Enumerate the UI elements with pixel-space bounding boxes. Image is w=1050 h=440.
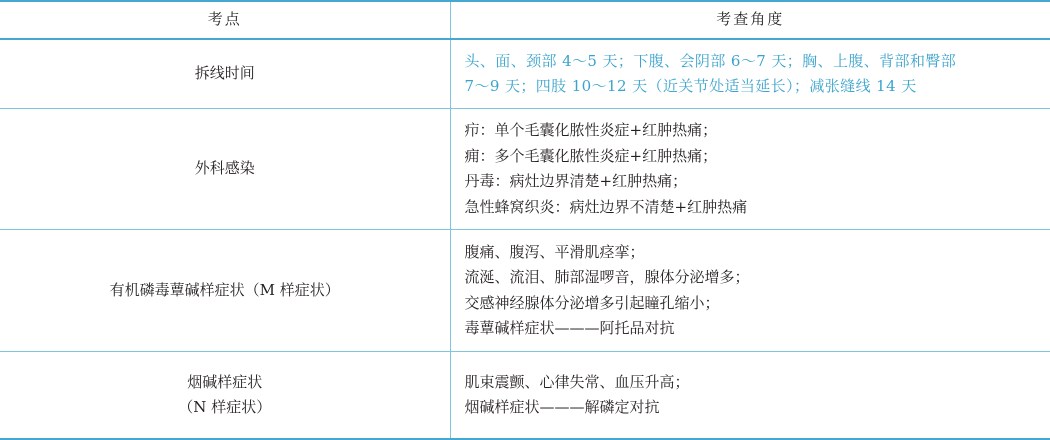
row-topic-suture-removal <box>0 39 450 109</box>
row-topic-muscarinic <box>0 230 450 352</box>
detail-line: 交感神经腺体分泌增多引起瞳孔缩小； <box>464 293 720 312</box>
row-topic-surgical-infection <box>0 109 450 230</box>
topic-text: 拆线时间 <box>194 64 255 83</box>
detail-line: 急性蜂窝织炎：病灶边界不清楚+红肿热痛 <box>464 197 748 216</box>
detail-line: 痈：多个毛囊化脓性炎症+红肿热痛； <box>464 146 718 165</box>
table-row <box>0 352 1050 440</box>
header-exam-point: 考点 <box>0 1 450 39</box>
topic-text: 外科感染 <box>194 159 255 178</box>
detail-line: 烟碱样症状———解磷定对抗 <box>464 398 660 416</box>
detail-line: 毒蕈碱样症状———阿托品对抗 <box>464 319 675 337</box>
header-exam-angle: 考查角度 <box>450 1 1050 39</box>
table-row <box>0 39 1050 109</box>
detail-line: 7～9 天；四肢 10～12 天（近关节处适当延长）；减张缝线 14 天 <box>464 77 917 95</box>
table-row <box>0 109 1050 230</box>
table-header-row <box>0 1 1050 39</box>
detail-line: 疖：单个毛囊化脓性炎症+红肿热痛； <box>464 121 718 139</box>
topic-text: （N 样症状） <box>178 398 272 416</box>
row-detail-suture-removal <box>450 39 1050 109</box>
detail-line: 腹痛、腹泻、平滑肌痉挛； <box>464 242 645 261</box>
row-topic-nicotinic <box>0 352 450 440</box>
detail-line: 流涎、流泪、肺部湿啰音，腺体分泌增多； <box>464 268 750 286</box>
detail-line: 头、面、颈部 4～5 天；下腹、会阴部 6～7 天；胸、上腹、背部和臀部 <box>464 51 957 70</box>
detail-line: 肌束震颤、心律失常、血压升高； <box>464 372 690 391</box>
detail-line: 丹毒：病灶边界清楚+红肿热痛； <box>464 172 688 190</box>
topic-text: 有机磷毒蕈碱样症状（M 样症状） <box>109 280 340 299</box>
row-detail-nicotinic <box>450 352 1050 440</box>
topic-text: 烟碱样症状 <box>187 372 263 391</box>
row-detail-surgical-infection <box>450 109 1050 230</box>
row-detail-muscarinic <box>450 230 1050 352</box>
table-row <box>0 230 1050 352</box>
